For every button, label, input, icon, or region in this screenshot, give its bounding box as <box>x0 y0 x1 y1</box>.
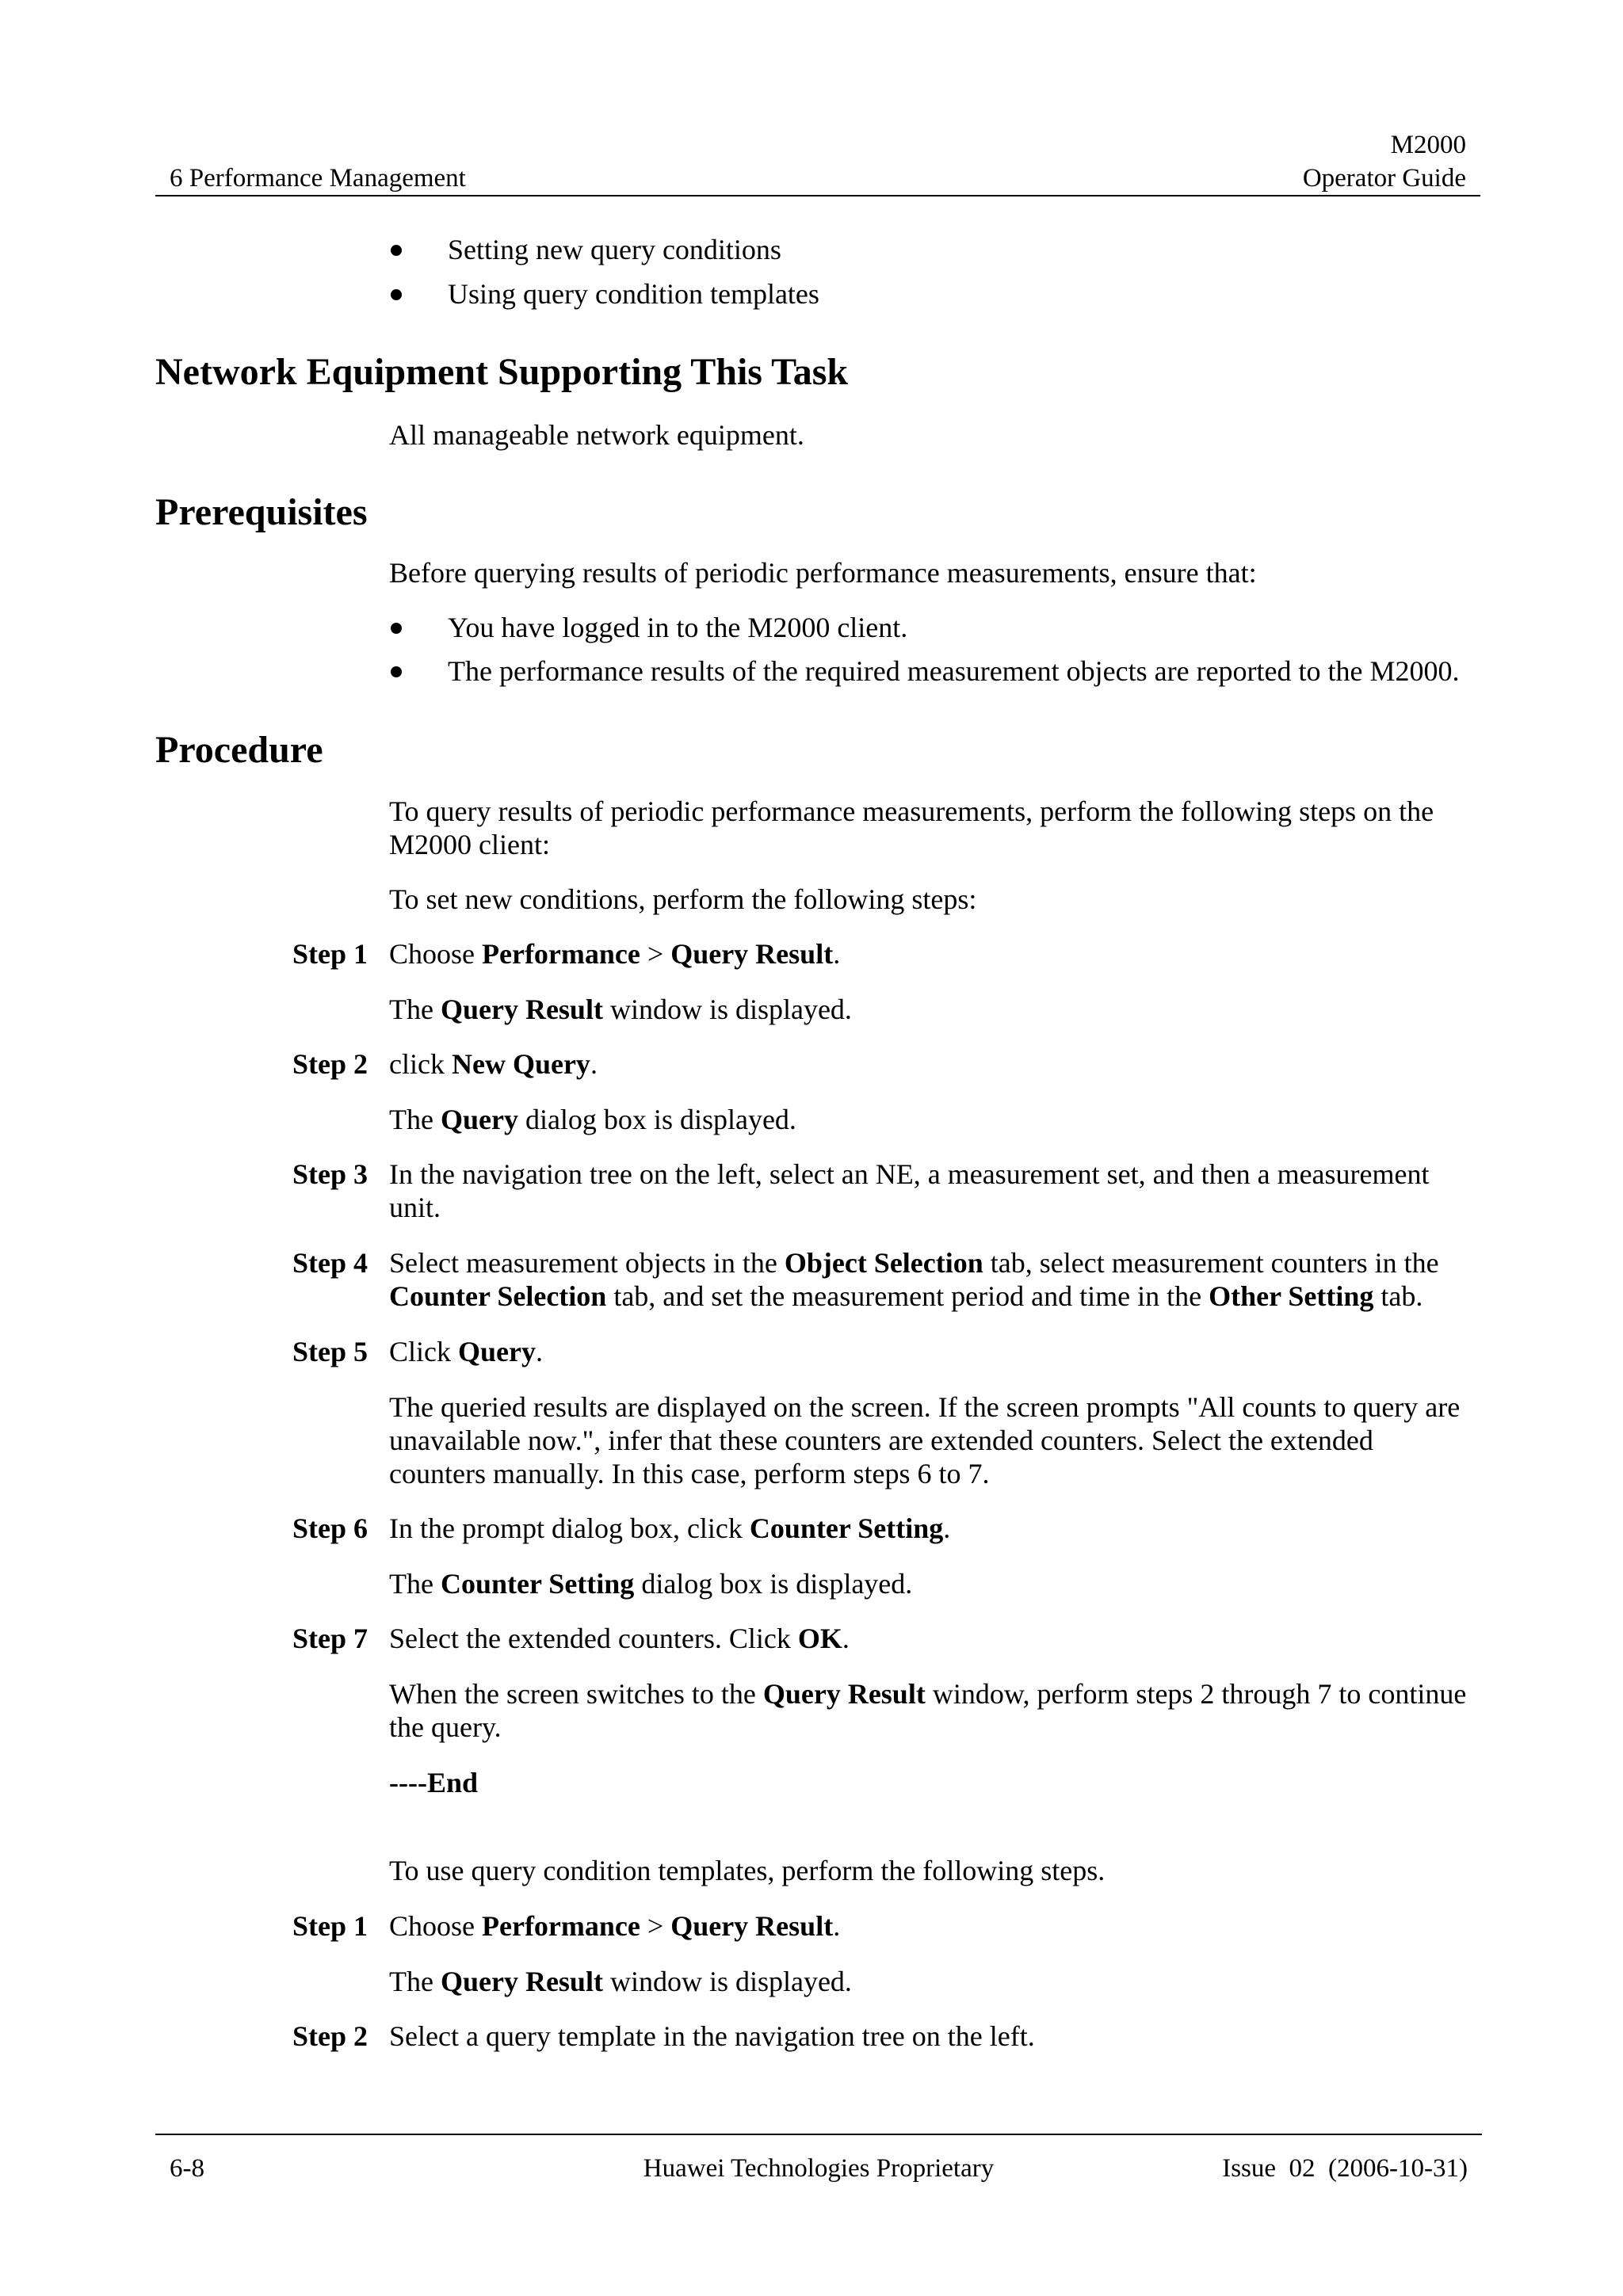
step-label: Step 5 <box>292 1336 368 1367</box>
intro-bullet-1: Setting new query conditions <box>448 234 781 265</box>
step-6-text: In the prompt dialog box, click Counter Setting. <box>389 1512 951 1544</box>
step-7-result-line2: the query. <box>389 1711 502 1743</box>
step-3-line2: unit. <box>389 1192 441 1223</box>
step-5-result-line1: The queried results are displayed on the screen. If the screen prompts "All counts to query are <box>389 1391 1461 1423</box>
header-doc-title: Operator Guide <box>1302 164 1466 193</box>
template-step-1-result: The Query Result window is displayed. <box>389 1966 852 1997</box>
network-heading: Network Equipment Supporting This Task <box>155 351 849 393</box>
prereq-intro: Before querying results of periodic performance measurements, ensure that: <box>389 557 1257 589</box>
step-6-result: The Counter Setting dialog box is displayed. <box>389 1568 913 1600</box>
footer-page-number: 6-8 <box>170 2154 204 2183</box>
step-label: Step 2 <box>292 2020 368 2052</box>
step-2-text: click New Query. <box>389 1048 598 1080</box>
step-label: Step 2 <box>292 1048 368 1080</box>
step-label: Step 1 <box>292 1910 368 1942</box>
step-7-result-line1: When the screen switches to the Query Result window, perform steps 2 through 7 to continue <box>389 1678 1467 1710</box>
network-text: All manageable network equipment. <box>389 419 804 451</box>
step-7-text: Select the extended counters. Click OK. <box>389 1623 850 1654</box>
step-label: Step 1 <box>292 938 368 970</box>
step-5-result-line2: unavailable now.", infer that these counters are extended counters. Select the extended <box>389 1425 1373 1456</box>
step-label: Step 6 <box>292 1512 368 1544</box>
step-5-result-line3: counters manually. In this case, perform steps 6 to 7. <box>389 1458 990 1489</box>
procedure-heading: Procedure <box>155 729 323 771</box>
header-product: M2000 <box>1390 131 1466 159</box>
step-3-line1: In the navigation tree on the left, select an NE, a measurement set, and then a measurement <box>389 1158 1430 1190</box>
step-5-text: Click Query. <box>389 1336 543 1367</box>
set-new-text: To set new conditions, perform the following steps: <box>389 883 977 915</box>
bullet-icon <box>391 289 402 300</box>
bullet-icon <box>391 666 402 677</box>
prereq-heading: Prerequisites <box>155 491 368 533</box>
bullet-icon <box>391 623 402 634</box>
step-2-result: The Query dialog box is displayed. <box>389 1104 796 1135</box>
step-label: Step 4 <box>292 1247 368 1279</box>
footer-rule <box>155 2134 1482 2135</box>
header-section: 6 Performance Management <box>170 164 466 193</box>
templates-intro: To use query condition templates, perform the following steps. <box>389 1855 1106 1886</box>
step-label: Step 7 <box>292 1623 368 1654</box>
procedure-intro-line2: M2000 client: <box>389 829 550 860</box>
header-rule <box>155 195 1480 196</box>
prereq-bullet-2: The performance results of the required measurement objects are reported to the M2000. <box>448 655 1460 687</box>
step-4-line2: Counter Selection tab, and set the measurement period and time in the Other Setting tab. <box>389 1280 1423 1312</box>
step-4-line1: Select measurement objects in the Object Selection tab, select measurement counters in the <box>389 1247 1439 1279</box>
step-1-text: Choose Performance > Query Result. <box>389 938 841 970</box>
end-marker: ----End <box>389 1767 479 1798</box>
procedure-intro-line1: To query results of periodic performance measurements, perform the following steps on the <box>389 795 1434 827</box>
template-step-1-text: Choose Performance > Query Result. <box>389 1910 841 1942</box>
prereq-bullet-1: You have logged in to the M2000 client. <box>448 612 908 643</box>
bullet-icon <box>391 245 402 256</box>
footer-center: Huawei Technologies Proprietary <box>643 2154 995 2183</box>
intro-bullet-2: Using query condition templates <box>448 278 819 310</box>
template-step-2-text: Select a query template in the navigation tree on the left. <box>389 2020 1035 2052</box>
footer-issue: Issue 02 (2006-10-31) <box>1222 2154 1468 2183</box>
step-1-result: The Query Result window is displayed. <box>389 994 852 1025</box>
step-label: Step 3 <box>292 1158 368 1190</box>
